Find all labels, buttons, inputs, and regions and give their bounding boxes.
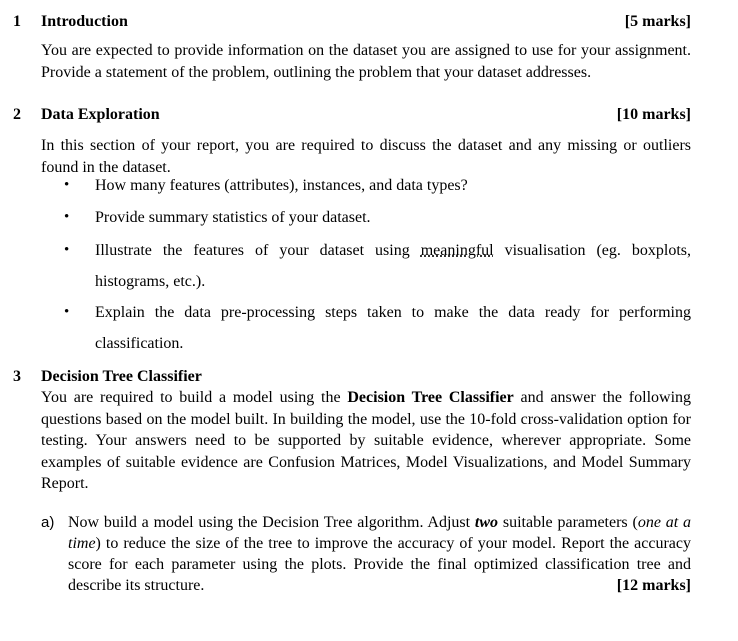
subquestion-text-part: ) to reduce the size of the tree to improve the accuracy of your model. Report the accuracy score for each parameter using the plots. Provide the final optimized classification tree and describe its structure. — [68, 535, 691, 594]
section-1-marks: [5 marks] — [624, 13, 691, 30]
section-2-marks: [10 marks] — [616, 106, 691, 123]
section-3-title: Decision Tree Classifier — [41, 368, 202, 385]
subquestion-marks: [12 marks] — [616, 577, 691, 594]
section-3-heading — [0, 367, 738, 389]
paragraph-text-part: You are required to build a model using the — [41, 389, 348, 406]
section-1-heading — [0, 12, 738, 34]
section-3-number: 3 — [13, 368, 21, 385]
bullet-text: How many features (attributes), instances, and data types? — [95, 177, 468, 194]
section-2-number: 2 — [13, 106, 21, 123]
section-3-paragraph — [41, 387, 691, 495]
bullet-text — [95, 235, 691, 297]
bullet-icon: • — [64, 304, 70, 320]
subquestion-a — [41, 512, 691, 596]
bullet-text: Explain the data pre-processing steps taken to make the data ready for performing classification. — [95, 304, 691, 352]
subquestion-text-part: suitable parameters ( — [498, 514, 638, 531]
section-2-heading — [0, 105, 738, 127]
section-1-title: Introduction — [41, 13, 128, 30]
bullet-icon: • — [64, 177, 70, 193]
section-2-title: Data Exploration — [41, 106, 160, 123]
paragraph-text-part: and answer the following questions based on the model built. In building the model, use the 10-fold cross-validation option for testing. Your answers need to be supported by suitable evidence, wherever appropriate. Some examples of suitable evidence are Confusion Matrices, Model Visualizations, and Model Summary Report. — [41, 389, 692, 492]
section-1-number: 1 — [13, 13, 21, 30]
bullet-icon: • — [64, 242, 70, 258]
subquestion-text-part: Now build a model using the Decision Tree algorithm. Adjust — [68, 514, 475, 531]
underlined-word: meaningful — [420, 242, 494, 259]
subquestion-text — [68, 512, 691, 596]
bullet-text: Provide summary statistics of your dataset. — [95, 209, 371, 226]
section-2-paragraph: In this section of your report, you are required to discuss the dataset and any missing or outliers found in the dataset. — [41, 137, 691, 176]
subquestion-label: a) — [41, 514, 55, 531]
bold-term: Decision Tree Classifier — [347, 389, 514, 406]
bullet-text-part: Illustrate the features of your dataset using — [95, 242, 421, 259]
italic-phrase: one at a time — [68, 514, 692, 552]
bullet-icon: • — [64, 209, 70, 225]
emphasis-word: two — [474, 514, 499, 531]
bullet-text-part: visualisation (eg. boxplots, histograms, etc.). — [95, 242, 692, 290]
section-1-paragraph: You are expected to provide information on the dataset you are assigned to use for your assignment. Provide a statement of the problem, outlining the problem that your dataset addresses. — [41, 42, 691, 81]
